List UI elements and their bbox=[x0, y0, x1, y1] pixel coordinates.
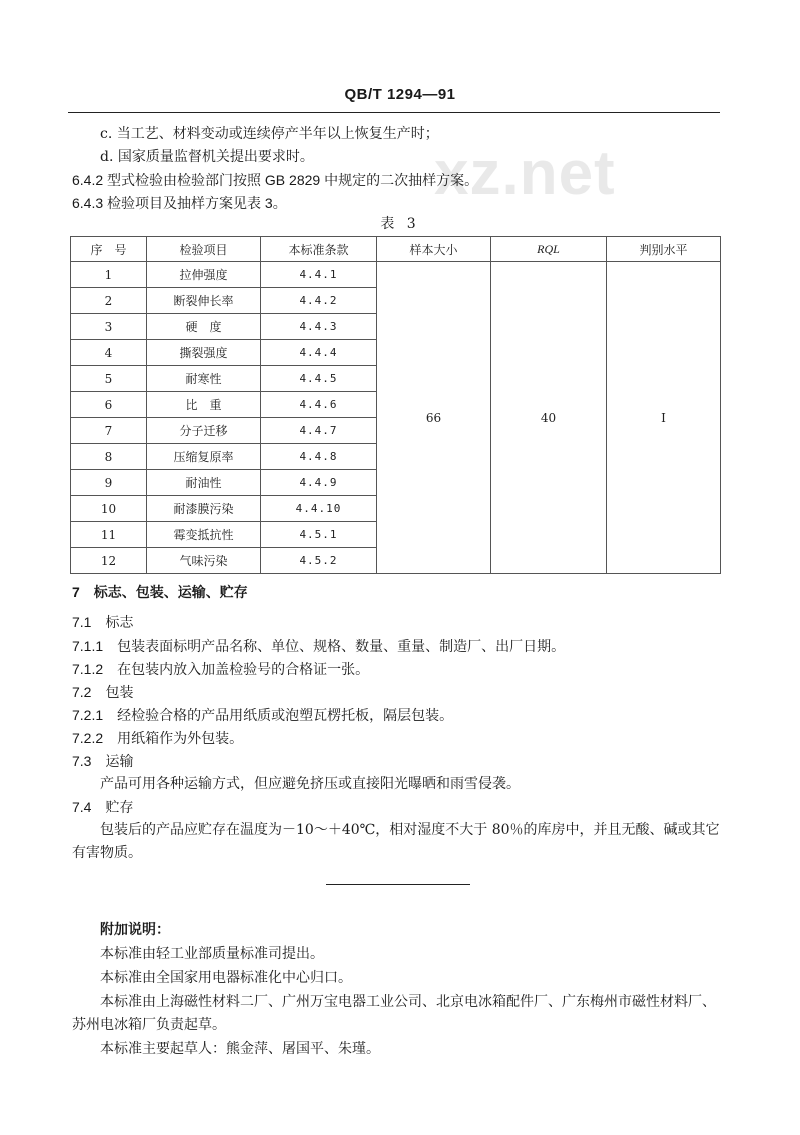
cell-no: 7 bbox=[71, 418, 147, 444]
cell-item: 撕裂强度 bbox=[147, 340, 261, 366]
section-7-1-heading: 7.1 标志 bbox=[72, 614, 134, 630]
cell-clause: 4.4.2 bbox=[261, 288, 377, 314]
clause-item-d: d. 国家质量监督机关提出要求时。 bbox=[100, 149, 314, 165]
cell-judge-level: Ⅰ bbox=[607, 262, 721, 574]
cell-clause: 4.4.5 bbox=[261, 366, 377, 392]
appendix-line: 本标准主要起草人：熊金萍、屠国平、朱瑾。 bbox=[100, 1041, 380, 1057]
table-caption: 表 3 bbox=[380, 216, 420, 232]
clause-7-2-1: 7.2.1 经检验合格的产品用纸质或泡塑瓦楞托板，隔层包装。 bbox=[72, 707, 454, 723]
clause-7-4-text-line2: 有害物质。 bbox=[72, 845, 142, 861]
header-judge-level: 判别水平 bbox=[607, 237, 721, 262]
appendix-line: 本标准由轻工业部质量标准司提出。 bbox=[100, 946, 324, 962]
cell-item: 霉变抵抗性 bbox=[147, 522, 261, 548]
header-rule bbox=[68, 112, 720, 113]
header-clause: 本标准条款 bbox=[261, 237, 377, 262]
cell-no: 10 bbox=[71, 496, 147, 522]
appendix-title: 附加说明： bbox=[100, 922, 170, 938]
section-7-title: 7 标志、包装、运输、贮存 bbox=[72, 584, 248, 600]
cell-clause: 4.4.10 bbox=[261, 496, 377, 522]
cell-item: 分子迁移 bbox=[147, 418, 261, 444]
cell-item: 耐寒性 bbox=[147, 366, 261, 392]
cell-no: 9 bbox=[71, 470, 147, 496]
cell-no: 6 bbox=[71, 392, 147, 418]
cell-item: 硬 度 bbox=[147, 314, 261, 340]
cell-clause: 4.4.8 bbox=[261, 444, 377, 470]
cell-item: 耐油性 bbox=[147, 470, 261, 496]
cell-item: 拉伸强度 bbox=[147, 262, 261, 288]
header-item: 检验项目 bbox=[147, 237, 261, 262]
table-row bbox=[71, 262, 721, 288]
cell-rql: 40 bbox=[491, 262, 607, 574]
cell-clause: 4.5.1 bbox=[261, 522, 377, 548]
cell-clause: 4.4.7 bbox=[261, 418, 377, 444]
cell-clause: 4.4.6 bbox=[261, 392, 377, 418]
cell-no: 5 bbox=[71, 366, 147, 392]
header-sample-size: 样本大小 bbox=[377, 237, 491, 262]
section-7-4-heading: 7.4 贮存 bbox=[72, 799, 134, 815]
end-separator-rule bbox=[326, 884, 470, 885]
clause-7-1-2: 7.1.2 在包装内放入加盖检验号的合格证一张。 bbox=[72, 661, 370, 677]
cell-no: 8 bbox=[71, 444, 147, 470]
cell-item: 耐漆膜污染 bbox=[147, 496, 261, 522]
section-7-3-heading: 7.3 运输 bbox=[72, 753, 134, 769]
appendix-line: 本标准由上海磁性材料二厂、广州万宝电器工业公司、北京电冰箱配件厂、广东梅州市磁性材料厂、 bbox=[100, 994, 716, 1010]
header-seq: 序 号 bbox=[71, 237, 147, 262]
cell-item: 压缩复原率 bbox=[147, 444, 261, 470]
clause-7-3-text: 产品可用各种运输方式，但应避免挤压或直接阳光曝晒和雨雪侵袭。 bbox=[100, 776, 520, 792]
clause-7-4-text-line1: 包装后的产品应贮存在温度为－10～＋40℃，相对湿度不大于 80％的库房中，并且无酸、碱或其它 bbox=[100, 822, 720, 838]
cell-clause: 4.4.1 bbox=[261, 262, 377, 288]
clause-item-c: c. 当工艺、材料变动或连续停产半年以上恢复生产时； bbox=[100, 126, 439, 142]
cell-no: 12 bbox=[71, 548, 147, 574]
cell-sample-size: 66 bbox=[377, 262, 491, 574]
section-7-2-heading: 7.2 包装 bbox=[72, 684, 134, 700]
cell-item: 断裂伸长率 bbox=[147, 288, 261, 314]
cell-clause: 4.4.3 bbox=[261, 314, 377, 340]
clause-7-2-2: 7.2.2 用纸箱作为外包装。 bbox=[72, 730, 244, 746]
clause-6-4-2: 6.4.2 型式检验由检验部门按照 GB 2829 中规定的二次抽样方案。 bbox=[72, 172, 479, 188]
cell-no: 3 bbox=[71, 314, 147, 340]
watermark: xz.net bbox=[434, 139, 616, 208]
table-header-row bbox=[71, 237, 721, 262]
inspection-table bbox=[70, 236, 721, 574]
clause-6-4-3: 6.4.3 检验项目及抽样方案见表 3。 bbox=[72, 195, 287, 211]
cell-item: 气味污染 bbox=[147, 548, 261, 574]
header-rql: RQL bbox=[491, 237, 607, 262]
cell-item: 比 重 bbox=[147, 392, 261, 418]
cell-clause: 4.5.2 bbox=[261, 548, 377, 574]
cell-no: 2 bbox=[71, 288, 147, 314]
document-header-title: QB/T 1294—91 bbox=[344, 86, 456, 103]
appendix-line: 苏州电冰箱厂负责起草。 bbox=[72, 1017, 226, 1033]
cell-no: 1 bbox=[71, 262, 147, 288]
clause-7-1-1: 7.1.1 包装表面标明产品名称、单位、规格、数量、重量、制造厂、出厂日期。 bbox=[72, 638, 566, 654]
cell-no: 4 bbox=[71, 340, 147, 366]
cell-clause: 4.4.9 bbox=[261, 470, 377, 496]
cell-clause: 4.4.4 bbox=[261, 340, 377, 366]
appendix-line: 本标准由全国家用电器标准化中心归口。 bbox=[100, 970, 352, 986]
cell-no: 11 bbox=[71, 522, 147, 548]
